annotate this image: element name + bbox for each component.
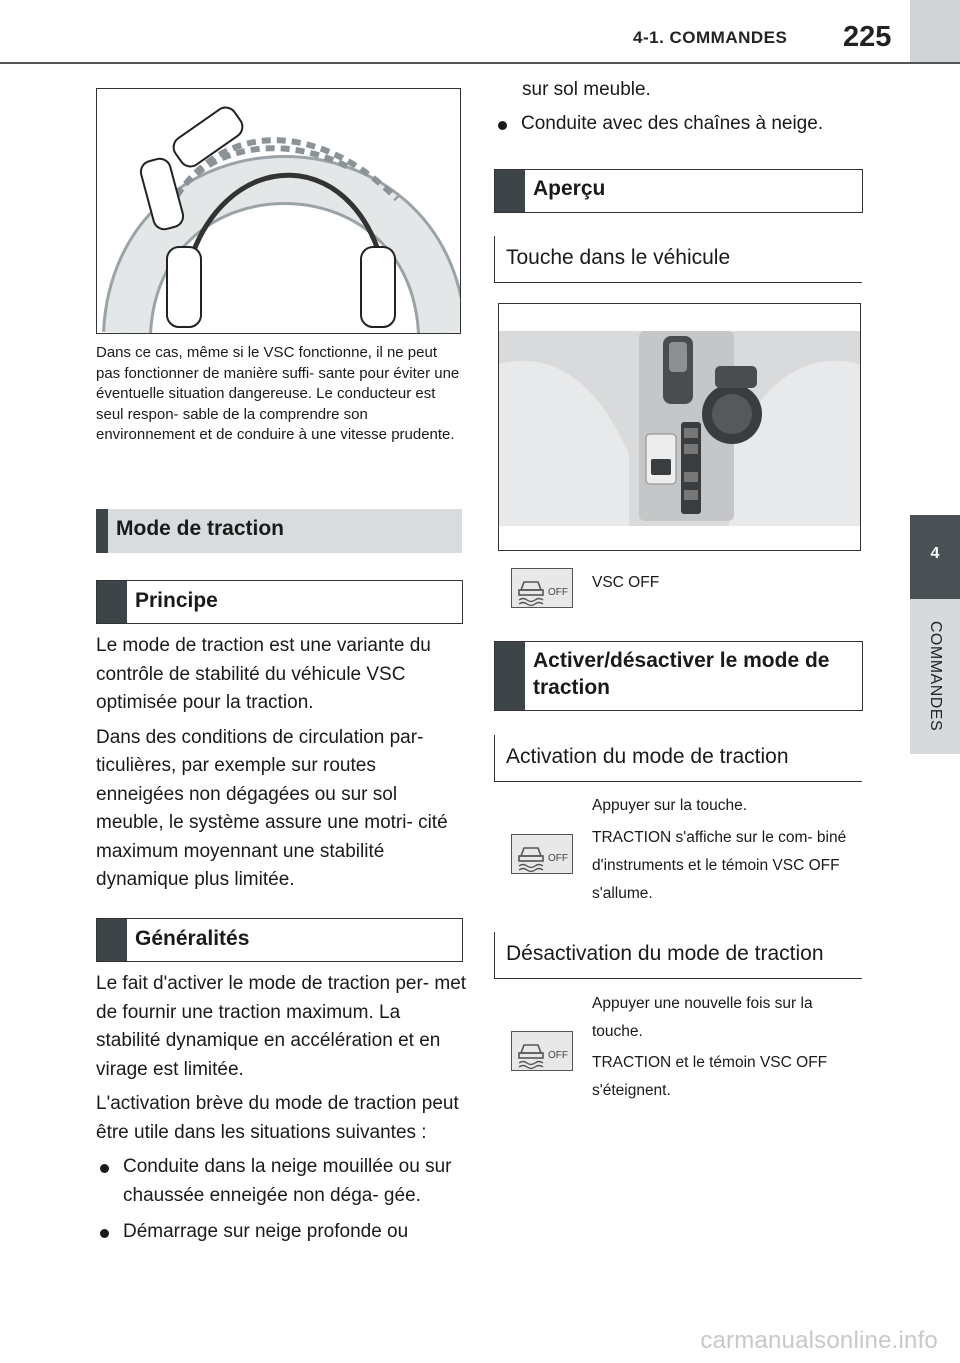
bullet-item: Conduite dans la neige mouillée ou sur chaussée enneigée non déga- gée. bbox=[96, 1153, 468, 1210]
subheading-text: Activation du mode de traction bbox=[506, 745, 789, 768]
svg-text:OFF: OFF bbox=[548, 587, 568, 598]
heading-text: Généralités bbox=[135, 927, 250, 950]
vsc-off-label: VSC OFF bbox=[592, 574, 660, 591]
generalites-body bbox=[96, 970, 468, 1247]
paragraph: Dans des conditions de circulation par- ticulières, par exemple sur routes enneigées non dégagées ou sur sol meuble, le système assure une motri- cité maximum moyennant une stabilité dynamique plus limitée. bbox=[96, 726, 448, 890]
heading-activer-desactiver bbox=[494, 641, 863, 711]
heading-bar bbox=[97, 919, 127, 961]
bullet-item: Démarrage sur neige profonde ou bbox=[96, 1218, 468, 1247]
paragraph: Le fait d'activer le mode de traction per- met de fournir une traction maximum. La stabilité dynamique en accélération et en virage est limitée. bbox=[96, 973, 467, 1080]
heading-apercu bbox=[494, 169, 863, 213]
heading-bar bbox=[96, 509, 108, 553]
figure-caption: Dans ce cas, même si le VSC fonctionne, il ne peut pas fonctionner de manière suffi- sante pour éviter une éventuelle situation dangereuse. Le conducteur est seul respon- sable de la comprendre son environnement et de conduire à une vitesse prudente. bbox=[96, 344, 460, 443]
deactivation-step: Appuyer une nouvelle fois sur la touche. bbox=[592, 995, 813, 1040]
header-rule bbox=[0, 62, 960, 64]
console-photo bbox=[498, 303, 861, 551]
activation-result: TRACTION s'affiche sur le com- biné d'instruments et le témoin VSC OFF s'allume. bbox=[592, 829, 847, 902]
subheading-activation bbox=[494, 735, 862, 782]
paragraph: L'activation brève du mode de traction peut être utile dans les situations suivantes : bbox=[96, 1093, 459, 1143]
heading-generalites bbox=[96, 918, 463, 962]
subheading-desactivation bbox=[494, 932, 862, 979]
svg-text:OFF: OFF bbox=[548, 1050, 568, 1061]
heading-bar bbox=[97, 581, 127, 623]
svg-text:OFF: OFF bbox=[548, 853, 568, 864]
traction-control-off-icon bbox=[511, 568, 573, 608]
heading-principe bbox=[96, 580, 463, 624]
chapter-label: COMMANDES bbox=[927, 620, 944, 732]
page-number: 225 bbox=[843, 21, 892, 53]
watermark: carmanualsonline.info bbox=[700, 1327, 938, 1354]
heading-text: Aperçu bbox=[533, 177, 606, 200]
chapter-number: 4 bbox=[930, 545, 940, 562]
subheading-text: Touche dans le véhicule bbox=[506, 246, 731, 269]
heading-text: Principe bbox=[135, 589, 218, 612]
activation-step: Appuyer sur la touche. bbox=[592, 797, 748, 814]
heading-bar bbox=[495, 642, 525, 710]
paragraph: Le mode de traction est une variante du contrôle de stabilité du véhicule VSC optimisée pour la traction. bbox=[96, 635, 431, 713]
subheading-touche bbox=[494, 236, 862, 283]
heading-mode-de-traction bbox=[96, 509, 462, 553]
side-tab-top bbox=[910, 0, 960, 62]
bullet-item: Conduite avec des chaînes à neige. bbox=[494, 110, 891, 139]
deactivation-result: TRACTION et le témoin VSC OFF s'éteignent. bbox=[592, 1054, 828, 1099]
subheading-text: Désactivation du mode de traction bbox=[506, 942, 824, 965]
traction-control-off-icon bbox=[511, 1031, 573, 1071]
heading-text: Mode de traction bbox=[116, 517, 285, 540]
heading-bar bbox=[495, 170, 525, 212]
traction-control-off-icon bbox=[511, 834, 573, 874]
header-section-title: 4-1. COMMANDES bbox=[633, 28, 788, 47]
paragraph-continuation: sur sol meuble. bbox=[522, 79, 651, 100]
principe-body bbox=[96, 632, 466, 901]
skid-illustration bbox=[96, 88, 461, 334]
heading-text: Activer/désactiver le mode de traction bbox=[533, 649, 830, 699]
